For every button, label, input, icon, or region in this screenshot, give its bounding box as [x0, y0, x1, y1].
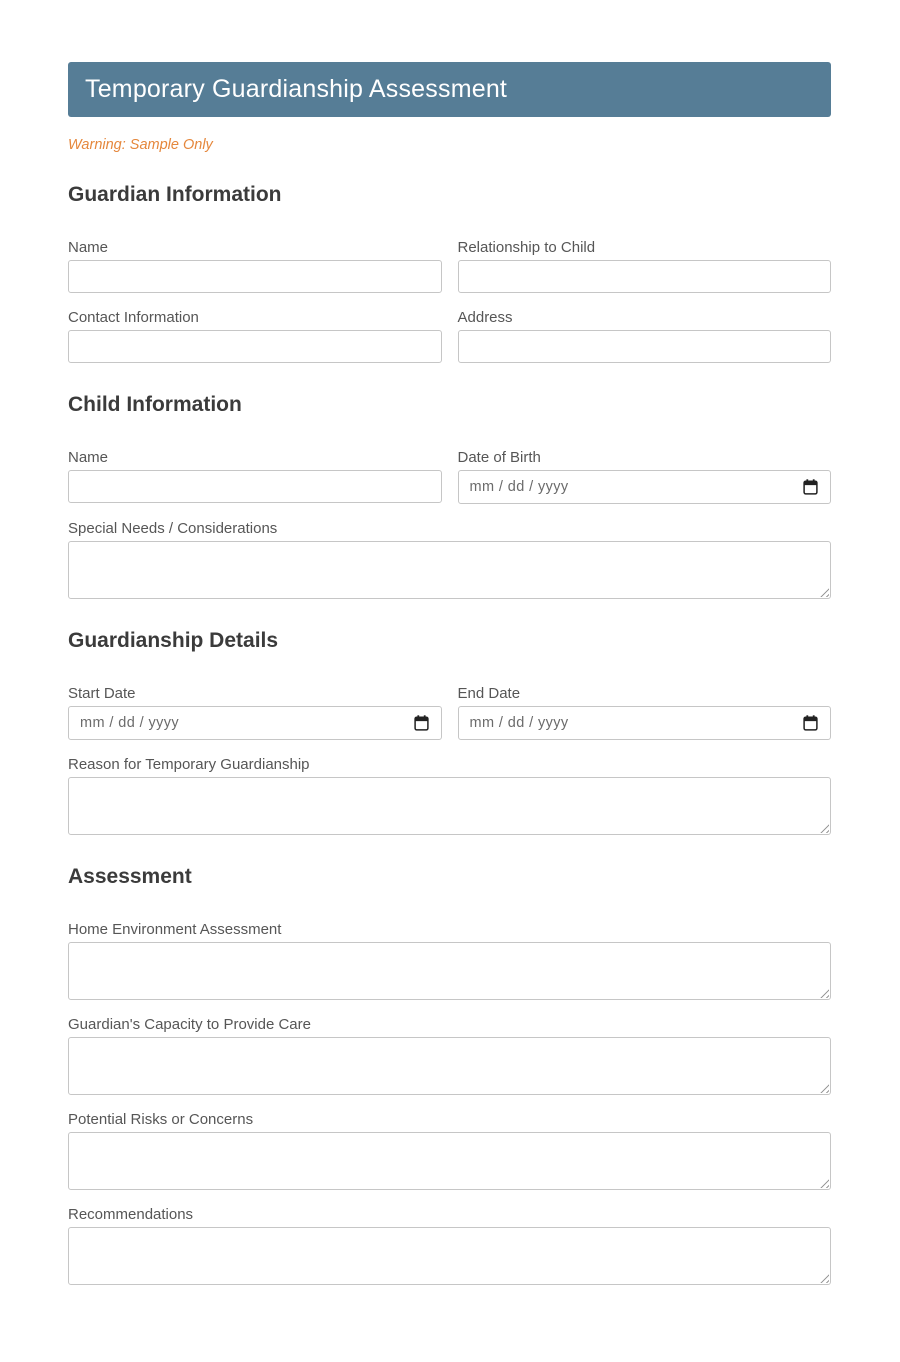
- end-date-input[interactable]: [458, 706, 832, 740]
- date-placeholder: mm / dd / yyyy: [469, 479, 569, 495]
- contact-information-input[interactable]: [68, 330, 442, 363]
- reason-textarea[interactable]: [68, 777, 831, 835]
- calendar-icon[interactable]: [414, 715, 429, 731]
- start-date-label: Start Date: [68, 685, 136, 702]
- form-row: [68, 449, 831, 504]
- end-date-label: End Date: [457, 685, 521, 702]
- field-relationship-to-child: [458, 239, 832, 293]
- field-potential-risks: [68, 1111, 831, 1190]
- guardian-name-label: Name: [68, 239, 109, 256]
- special-needs-label: Special Needs / Considerations: [68, 520, 278, 537]
- field-guardian-capacity: [68, 1016, 831, 1095]
- reason-label: Reason for Temporary Guardianship: [68, 756, 310, 773]
- form-row: [68, 685, 831, 740]
- form-row: [68, 1016, 831, 1095]
- form-row: [68, 309, 831, 363]
- section-guardianship-details: [68, 629, 831, 835]
- textarea-wrapper: [68, 1037, 831, 1095]
- field-guardian-name: [68, 239, 442, 293]
- child-name-label: Name: [68, 449, 109, 466]
- home-environment-label: Home Environment Assessment: [68, 921, 282, 938]
- textarea-wrapper: [68, 777, 831, 835]
- field-home-environment: [68, 921, 831, 1000]
- child-name-input[interactable]: [68, 470, 442, 503]
- form-row: [68, 756, 831, 835]
- form-container: [68, 62, 831, 1285]
- section-assessment: [68, 865, 831, 1285]
- form-row: [68, 520, 831, 599]
- form-row: [68, 921, 831, 1000]
- potential-risks-label: Potential Risks or Concerns: [68, 1111, 254, 1128]
- field-end-date: [458, 685, 832, 740]
- section-title-guardian-information: Guardian Information: [68, 183, 282, 206]
- sample-warning-text: Warning: Sample Only: [68, 137, 213, 153]
- calendar-icon[interactable]: [803, 479, 818, 495]
- section-title-assessment: Assessment: [68, 865, 192, 888]
- textarea-wrapper: [68, 942, 831, 1000]
- date-of-birth-input[interactable]: [458, 470, 832, 504]
- address-label: Address: [457, 309, 513, 326]
- textarea-wrapper: [68, 541, 831, 599]
- field-address: [458, 309, 832, 363]
- section-title-child-information: Child Information: [68, 393, 242, 416]
- form-row: [68, 1206, 831, 1285]
- date-of-birth-label: Date of Birth: [457, 449, 541, 466]
- date-placeholder: mm / dd / yyyy: [80, 715, 180, 731]
- form-row: [68, 1111, 831, 1190]
- field-contact-information: [68, 309, 442, 363]
- recommendations-textarea[interactable]: [68, 1227, 831, 1285]
- recommendations-label: Recommendations: [68, 1206, 194, 1223]
- contact-information-label: Contact Information: [68, 309, 199, 326]
- potential-risks-textarea[interactable]: [68, 1132, 831, 1190]
- section-child-information: [68, 393, 831, 599]
- field-date-of-birth: [458, 449, 832, 504]
- guardian-capacity-label: Guardian's Capacity to Provide Care: [68, 1016, 311, 1033]
- field-recommendations: [68, 1206, 831, 1285]
- section-title-guardianship-details: Guardianship Details: [68, 629, 279, 652]
- field-child-name: [68, 449, 442, 504]
- guardian-name-input[interactable]: [68, 260, 442, 293]
- field-start-date: [68, 685, 442, 740]
- relationship-to-child-input[interactable]: [458, 260, 832, 293]
- relationship-to-child-label: Relationship to Child: [457, 239, 596, 256]
- address-input[interactable]: [458, 330, 832, 363]
- section-guardian-information: [68, 183, 831, 363]
- form-row: [68, 239, 831, 293]
- field-special-needs: [68, 520, 831, 599]
- date-placeholder: mm / dd / yyyy: [469, 715, 569, 731]
- textarea-wrapper: [68, 1132, 831, 1190]
- guardian-capacity-textarea[interactable]: [68, 1037, 831, 1095]
- textarea-wrapper: [68, 1227, 831, 1285]
- home-environment-textarea[interactable]: [68, 942, 831, 1000]
- page-title: Temporary Guardianship Assessment: [85, 75, 508, 103]
- calendar-icon[interactable]: [803, 715, 818, 731]
- field-reason: [68, 756, 831, 835]
- special-needs-textarea[interactable]: [68, 541, 831, 599]
- form-header-bar: [68, 62, 831, 117]
- start-date-input[interactable]: [68, 706, 442, 740]
